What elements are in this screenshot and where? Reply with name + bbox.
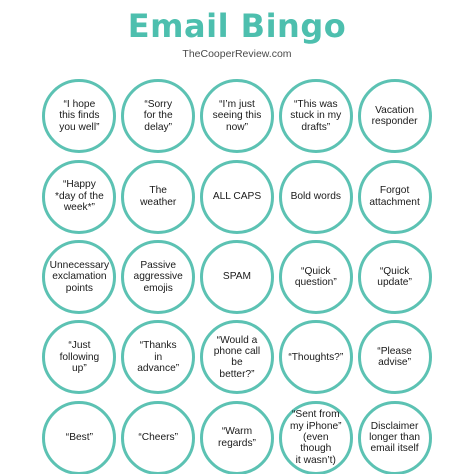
bingo-cell-label: “Please advise” <box>377 345 412 369</box>
bingo-cell[interactable] <box>355 237 434 317</box>
bingo-cell[interactable] <box>40 76 119 156</box>
bingo-circle <box>42 320 116 394</box>
bingo-cell[interactable] <box>119 237 198 317</box>
bingo-cell-label: “Would a phone call be better?” <box>213 334 261 380</box>
bingo-cell-label: “Quick update” <box>377 265 412 288</box>
bingo-circle <box>279 320 353 394</box>
bingo-circle <box>279 79 353 153</box>
bingo-cell[interactable] <box>198 317 277 397</box>
bingo-circle <box>358 240 432 314</box>
bingo-cell[interactable] <box>355 76 434 156</box>
bingo-circle <box>200 320 274 394</box>
bingo-cell-label: “Thoughts?” <box>288 351 344 363</box>
bingo-cell[interactable] <box>40 237 119 317</box>
bingo-cell-label: “Cheers” <box>138 432 178 444</box>
bingo-cell-label: “Just following up” <box>59 340 100 375</box>
bingo-cell[interactable] <box>40 317 119 397</box>
bingo-circle <box>42 240 116 314</box>
bingo-cell[interactable] <box>198 76 277 156</box>
bingo-circle <box>121 79 195 153</box>
bingo-cell-label: “Happy *day of the week*” <box>55 179 104 214</box>
bingo-cell[interactable] <box>276 398 355 474</box>
bingo-cell-label: “Sent from my iPhone” (even though it wasn’t) <box>290 409 342 466</box>
bingo-cell-label: SPAM <box>222 271 252 283</box>
bingo-circle <box>358 320 432 394</box>
bingo-cell-label: Disclaimer longer than email itself <box>369 420 421 455</box>
bingo-circle <box>121 401 195 474</box>
page-title: Email Bingo <box>127 7 347 45</box>
bingo-circle <box>42 160 116 234</box>
bingo-cell[interactable] <box>355 398 434 474</box>
bingo-circle <box>200 240 274 314</box>
bingo-circle <box>121 160 195 234</box>
bingo-board <box>40 76 434 474</box>
bingo-cell[interactable] <box>355 156 434 236</box>
bingo-cell[interactable] <box>198 156 277 236</box>
bingo-cell-label: “Sorry for the delay” <box>143 99 173 133</box>
bingo-cell-label: Vacation responder <box>371 104 418 128</box>
bingo-circle <box>279 240 353 314</box>
bingo-circle <box>358 160 432 234</box>
bingo-circle <box>279 401 353 474</box>
bingo-cell[interactable] <box>119 156 198 236</box>
bingo-circle <box>42 401 116 474</box>
bingo-circle <box>121 320 195 394</box>
bingo-circle <box>121 240 195 314</box>
bingo-cell[interactable] <box>198 398 277 474</box>
bingo-circle <box>200 160 274 234</box>
bingo-circle <box>200 79 274 153</box>
bingo-cell-label: Unnecessary exclamation points <box>49 259 110 294</box>
bingo-cell[interactable] <box>119 76 198 156</box>
bingo-cell-label: “Warm regards” <box>218 426 256 449</box>
bingo-cell-label: “Thanks in advance” <box>137 340 180 375</box>
bingo-cell-label: “I’m just seeing this now” <box>212 99 262 133</box>
bingo-circle <box>358 79 432 153</box>
bingo-cell[interactable] <box>276 76 355 156</box>
bingo-cell-label: “Best” <box>65 432 93 444</box>
bingo-cell[interactable] <box>198 237 277 317</box>
bingo-cell[interactable] <box>355 317 434 397</box>
bingo-cell-label: Bold words <box>290 190 341 202</box>
bingo-cell[interactable] <box>40 156 119 236</box>
bingo-cell[interactable] <box>276 237 355 317</box>
bingo-cell[interactable] <box>276 156 355 236</box>
bingo-cell[interactable] <box>119 398 198 474</box>
bingo-cell[interactable] <box>119 317 198 397</box>
bingo-cell-label: “I hope this finds you well” <box>59 99 100 133</box>
bingo-cell[interactable] <box>276 317 355 397</box>
bingo-cell-label: “This was stuck in my drafts” <box>290 99 342 133</box>
bingo-circle <box>42 79 116 153</box>
bingo-cell-label: The weather <box>140 185 177 208</box>
bingo-circle <box>358 401 432 474</box>
bingo-cell-label: Passive aggressive emojis <box>133 259 183 294</box>
site-credit: TheCooperReview.com <box>182 48 292 60</box>
bingo-cell-label: Forgot attachment <box>369 185 420 208</box>
bingo-cell-label: “Quick question” <box>294 265 337 288</box>
bingo-circle <box>279 160 353 234</box>
bingo-circle <box>200 401 274 474</box>
bingo-cell[interactable] <box>40 398 119 474</box>
bingo-cell-label: ALL CAPS <box>212 190 262 202</box>
